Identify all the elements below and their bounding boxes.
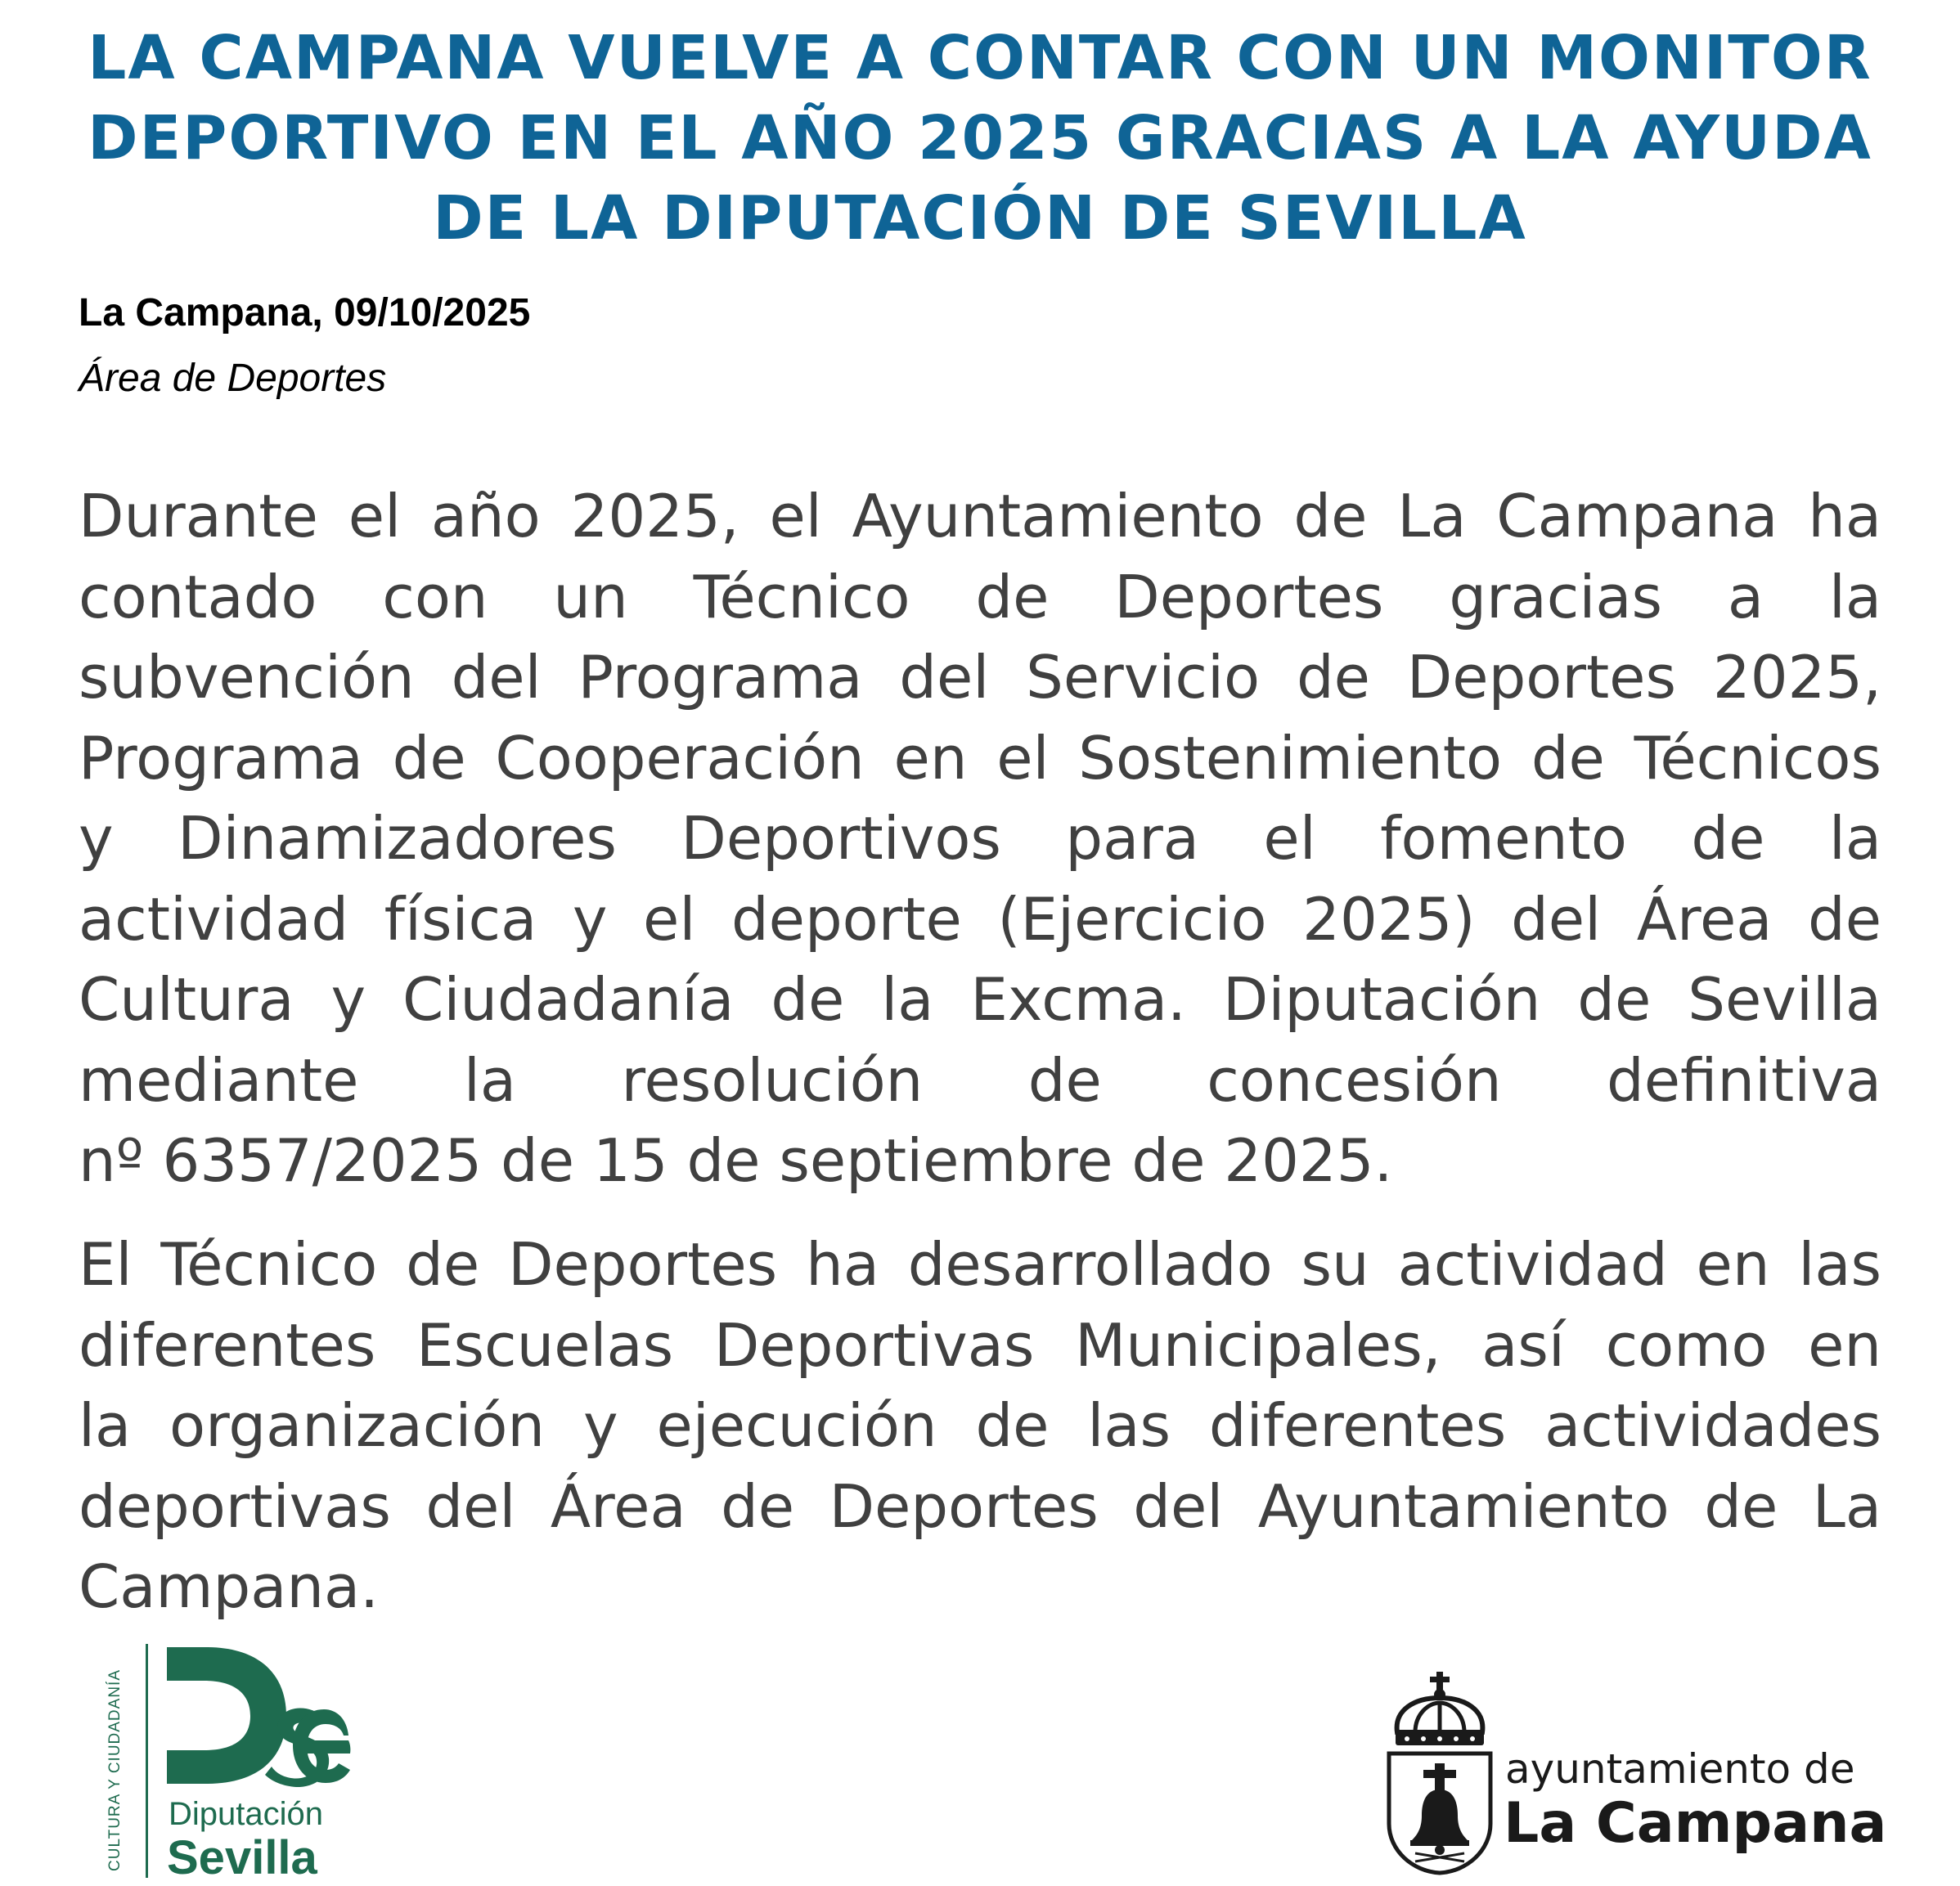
body-line: contado con un Técnico de Deportes gracias a la xyxy=(79,562,1881,631)
diputacion-tagline xyxy=(105,1644,129,1873)
body-line: nº 6357/2025 de 15 de septiembre de 2025. xyxy=(79,1126,1393,1195)
body-line: Programa de Cooperación en el Sostenimiento de Técnicos xyxy=(79,723,1881,793)
headline-line: LA CAMPANA VUELVE A CONTAR CON UN MONITOR xyxy=(88,23,1872,93)
body-line: El Técnico de Deportes ha desarrollado su actividad en las xyxy=(79,1230,1881,1299)
coat-of-arms-icon xyxy=(1382,1668,1497,1877)
place-date: La Campana, 09/10/2025 xyxy=(79,291,531,335)
ayuntamiento-name: La Campana xyxy=(1504,1791,1887,1856)
body-line: la organización y ejecución de las diferentes actividades xyxy=(79,1391,1881,1460)
body-paragraph-1 xyxy=(79,476,1881,1201)
ayuntamiento-prefix: ayuntamiento de xyxy=(1505,1745,1855,1793)
headline-line: DE LA DIPUTACIÓN DE SEVILLA xyxy=(433,183,1527,254)
diputacion-city: Sevilla xyxy=(167,1831,317,1884)
body-line: mediante la resolución de concesión definitiva xyxy=(79,1045,1881,1115)
diputacion-sevilla-logo xyxy=(105,1644,366,1884)
headline-line: DEPORTIVO EN EL AÑO 2025 GRACIAS A LA AYUDA xyxy=(88,103,1872,173)
body-paragraph-2 xyxy=(79,1224,1881,1628)
ayuntamiento-la-campana-logo xyxy=(1382,1668,1890,1881)
body-line: actividad física y el deporte (Ejercicio 2025) del Área de xyxy=(79,884,1881,954)
body-line: y Dinamizadores Deportivos para el fomento de la xyxy=(79,804,1881,873)
body-line: Cultura y Ciudadanía de la Excma. Diputación de Sevilla xyxy=(79,965,1881,1034)
department-area: Área de Deportes xyxy=(79,357,387,400)
diputacion-tagline-text: CULTURA Y CIUDADANÍA xyxy=(106,1669,124,1871)
body-line: Durante el año 2025, el Ayuntamiento de La Campana ha xyxy=(79,482,1881,550)
body-line: subvención del Programa del Servicio de Deportes 2025, xyxy=(79,643,1881,712)
diputacion-divider xyxy=(146,1644,148,1878)
dse-logo-mark-icon xyxy=(164,1644,352,1787)
headline xyxy=(49,18,1911,258)
body-line: Campana. xyxy=(79,1552,379,1621)
diputacion-name: Diputación xyxy=(169,1796,324,1832)
body-line: diferentes Escuelas Deportivas Municipales, así como en xyxy=(79,1310,1881,1380)
body-line: deportivas del Área de Deportes del Ayuntamiento de La xyxy=(79,1471,1881,1541)
